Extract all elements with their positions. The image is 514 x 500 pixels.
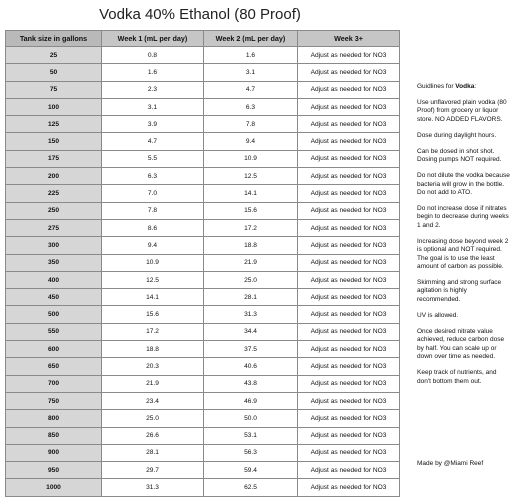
week-2-cell: 53.1 bbox=[204, 427, 298, 444]
week-2-cell: 37.5 bbox=[204, 341, 298, 358]
guideline-item: Once desired nitrate value achieved, reduce carbon dose by half. You can scale up or down over time as needed. bbox=[417, 327, 505, 361]
table-row bbox=[6, 306, 400, 323]
week-3-cell: Adjust as needed for NO3 bbox=[298, 133, 400, 150]
week-3-cell: Adjust as needed for NO3 bbox=[298, 271, 400, 288]
guidelines-heading-prefix: Guidlines for bbox=[417, 83, 456, 90]
week-1-cell: 9.4 bbox=[102, 237, 204, 254]
week-2-cell: 25.0 bbox=[204, 271, 298, 288]
table-row bbox=[6, 185, 400, 202]
week-3-cell: Adjust as needed for NO3 bbox=[298, 427, 400, 444]
week-2-cell: 40.6 bbox=[204, 358, 298, 375]
tank-size-cell: 700 bbox=[6, 375, 102, 392]
week-3-cell: Adjust as needed for NO3 bbox=[298, 116, 400, 133]
week-2-cell: 50.0 bbox=[204, 410, 298, 427]
week-2-cell: 56.3 bbox=[204, 444, 298, 461]
week-1-cell: 25.0 bbox=[102, 410, 204, 427]
week-2-cell: 9.4 bbox=[204, 133, 298, 150]
week-1-cell: 12.5 bbox=[102, 271, 204, 288]
table-row bbox=[6, 358, 400, 375]
table-row bbox=[6, 202, 400, 219]
page-title: Vodka 40% Ethanol (80 Proof) bbox=[99, 6, 301, 23]
week-1-cell: 1.6 bbox=[102, 64, 204, 81]
week-2-cell: 28.1 bbox=[204, 289, 298, 306]
week-3-cell: Adjust as needed for NO3 bbox=[298, 392, 400, 409]
table-row bbox=[6, 271, 400, 288]
table-body bbox=[6, 47, 400, 497]
tank-size-cell: 500 bbox=[6, 306, 102, 323]
tank-size-cell: 750 bbox=[6, 392, 102, 409]
tank-size-cell: 600 bbox=[6, 341, 102, 358]
week-2-cell: 15.6 bbox=[204, 202, 298, 219]
table-row bbox=[6, 427, 400, 444]
guideline-item: Do not dilute the vodka because bacteria will grow in the bottle. Do not add to ATO. bbox=[417, 172, 510, 197]
week-1-cell: 18.8 bbox=[102, 341, 204, 358]
week-1-cell: 15.6 bbox=[102, 306, 204, 323]
week-2-cell: 4.7 bbox=[204, 81, 298, 98]
table-row bbox=[6, 289, 400, 306]
week-2-cell: 62.5 bbox=[204, 479, 298, 496]
week-1-cell: 10.9 bbox=[102, 254, 204, 271]
table-row bbox=[6, 254, 400, 271]
week-3-cell: Adjust as needed for NO3 bbox=[298, 81, 400, 98]
table-row bbox=[6, 98, 400, 115]
table-row bbox=[6, 341, 400, 358]
header-week-3: Week 3+ bbox=[298, 31, 400, 47]
header-week-1: Week 1 (mL per day) bbox=[102, 31, 204, 47]
tank-size-cell: 75 bbox=[6, 81, 102, 98]
week-2-cell: 6.3 bbox=[204, 98, 298, 115]
credit-text: Made by @Miami Reef bbox=[417, 460, 484, 467]
guidelines-panel bbox=[417, 83, 511, 394]
week-1-cell: 5.5 bbox=[102, 150, 204, 167]
table-row bbox=[6, 47, 400, 64]
week-1-cell: 28.1 bbox=[102, 444, 204, 461]
week-1-cell: 21.9 bbox=[102, 375, 204, 392]
tank-size-cell: 1000 bbox=[6, 479, 102, 496]
week-3-cell: Adjust as needed for NO3 bbox=[298, 289, 400, 306]
tank-size-cell: 275 bbox=[6, 219, 102, 236]
week-2-cell: 34.4 bbox=[204, 323, 298, 340]
header-tank-size: Tank size in gallons bbox=[6, 31, 102, 47]
week-2-cell: 21.9 bbox=[204, 254, 298, 271]
guideline-item: Can be dosed in shot shot. Dosing pumps NOT required. bbox=[417, 147, 502, 164]
week-3-cell: Adjust as needed for NO3 bbox=[298, 358, 400, 375]
week-3-cell: Adjust as needed for NO3 bbox=[298, 479, 400, 496]
week-1-cell: 20.3 bbox=[102, 358, 204, 375]
header-week-2: Week 2 (mL per day) bbox=[204, 31, 298, 47]
week-1-cell: 3.1 bbox=[102, 98, 204, 115]
table-header-row bbox=[6, 31, 400, 47]
table-row bbox=[6, 150, 400, 167]
week-3-cell: Adjust as needed for NO3 bbox=[298, 150, 400, 167]
week-2-cell: 7.8 bbox=[204, 116, 298, 133]
table-row bbox=[6, 444, 400, 461]
week-2-cell: 14.1 bbox=[204, 185, 298, 202]
table-row bbox=[6, 116, 400, 133]
week-1-cell: 8.6 bbox=[102, 219, 204, 236]
week-1-cell: 23.4 bbox=[102, 392, 204, 409]
week-1-cell: 7.0 bbox=[102, 185, 204, 202]
tank-size-cell: 250 bbox=[6, 202, 102, 219]
table-row bbox=[6, 81, 400, 98]
week-3-cell: Adjust as needed for NO3 bbox=[298, 444, 400, 461]
week-3-cell: Adjust as needed for NO3 bbox=[298, 219, 400, 236]
table-row bbox=[6, 64, 400, 81]
week-3-cell: Adjust as needed for NO3 bbox=[298, 323, 400, 340]
table-row bbox=[6, 375, 400, 392]
tank-size-cell: 175 bbox=[6, 150, 102, 167]
table-row bbox=[6, 237, 400, 254]
tank-size-cell: 550 bbox=[6, 323, 102, 340]
week-2-cell: 46.9 bbox=[204, 392, 298, 409]
table-row bbox=[6, 392, 400, 409]
guideline-item: Use unflavored plain vodka (80 Proof) from grocery or liquor store. NO ADDED FLAVORS. bbox=[417, 99, 507, 123]
week-2-cell: 17.2 bbox=[204, 219, 298, 236]
guidelines-heading-bold: Vodka bbox=[455, 83, 475, 90]
tank-size-cell: 900 bbox=[6, 444, 102, 461]
table-row bbox=[6, 462, 400, 479]
table-row bbox=[6, 133, 400, 150]
week-1-cell: 6.3 bbox=[102, 168, 204, 185]
guideline-item: Skimming and strong surface agitation is highly recommended. bbox=[417, 279, 502, 303]
tank-size-cell: 850 bbox=[6, 427, 102, 444]
tank-size-cell: 800 bbox=[6, 410, 102, 427]
week-1-cell: 2.3 bbox=[102, 81, 204, 98]
week-3-cell: Adjust as needed for NO3 bbox=[298, 237, 400, 254]
table-row bbox=[6, 168, 400, 185]
dosing-table bbox=[5, 30, 400, 497]
week-1-cell: 7.8 bbox=[102, 202, 204, 219]
week-1-cell: 17.2 bbox=[102, 323, 204, 340]
week-3-cell: Adjust as needed for NO3 bbox=[298, 462, 400, 479]
tank-size-cell: 125 bbox=[6, 116, 102, 133]
week-2-cell: 1.6 bbox=[204, 47, 298, 64]
week-3-cell: Adjust as needed for NO3 bbox=[298, 254, 400, 271]
guideline-item: Dose during daylight hours. bbox=[417, 131, 497, 139]
week-1-cell: 26.6 bbox=[102, 427, 204, 444]
guideline-item: UV is allowed. bbox=[417, 311, 459, 319]
week-3-cell: Adjust as needed for NO3 bbox=[298, 410, 400, 427]
tank-size-cell: 50 bbox=[6, 64, 102, 81]
guideline-item: Do not increase dose if nitrates begin to decrease during weeks 1 and 2. bbox=[417, 205, 509, 229]
tank-size-cell: 400 bbox=[6, 271, 102, 288]
guideline-item: Increasing dose beyond week 2 is optional and NOT required. The goal is to use the least amount of carbon as possible. bbox=[417, 237, 509, 271]
week-3-cell: Adjust as needed for NO3 bbox=[298, 168, 400, 185]
week-1-cell: 29.7 bbox=[102, 462, 204, 479]
week-3-cell: Adjust as needed for NO3 bbox=[298, 202, 400, 219]
week-1-cell: 3.9 bbox=[102, 116, 204, 133]
guideline-item: Keep track of nutrients, and don't bottom them out. bbox=[417, 369, 497, 385]
week-2-cell: 12.5 bbox=[204, 168, 298, 185]
week-2-cell: 31.3 bbox=[204, 306, 298, 323]
guidelines-heading bbox=[417, 83, 511, 91]
week-3-cell: Adjust as needed for NO3 bbox=[298, 98, 400, 115]
week-2-cell: 43.8 bbox=[204, 375, 298, 392]
week-2-cell: 3.1 bbox=[204, 64, 298, 81]
tank-size-cell: 300 bbox=[6, 237, 102, 254]
guidelines-heading-suffix: : bbox=[474, 83, 477, 90]
tank-size-cell: 225 bbox=[6, 185, 102, 202]
tank-size-cell: 450 bbox=[6, 289, 102, 306]
week-1-cell: 14.1 bbox=[102, 289, 204, 306]
table-row bbox=[6, 323, 400, 340]
week-3-cell: Adjust as needed for NO3 bbox=[298, 341, 400, 358]
tank-size-cell: 200 bbox=[6, 168, 102, 185]
week-3-cell: Adjust as needed for NO3 bbox=[298, 306, 400, 323]
week-3-cell: Adjust as needed for NO3 bbox=[298, 47, 400, 64]
week-2-cell: 10.9 bbox=[204, 150, 298, 167]
week-1-cell: 4.7 bbox=[102, 133, 204, 150]
week-3-cell: Adjust as needed for NO3 bbox=[298, 185, 400, 202]
table-row bbox=[6, 410, 400, 427]
guidelines-list bbox=[417, 99, 511, 386]
table-row bbox=[6, 479, 400, 496]
tank-size-cell: 950 bbox=[6, 462, 102, 479]
tank-size-cell: 650 bbox=[6, 358, 102, 375]
week-2-cell: 59.4 bbox=[204, 462, 298, 479]
table-row bbox=[6, 219, 400, 236]
week-1-cell: 31.3 bbox=[102, 479, 204, 496]
week-3-cell: Adjust as needed for NO3 bbox=[298, 375, 400, 392]
week-1-cell: 0.8 bbox=[102, 47, 204, 64]
week-3-cell: Adjust as needed for NO3 bbox=[298, 64, 400, 81]
tank-size-cell: 25 bbox=[6, 47, 102, 64]
tank-size-cell: 100 bbox=[6, 98, 102, 115]
tank-size-cell: 150 bbox=[6, 133, 102, 150]
tank-size-cell: 350 bbox=[6, 254, 102, 271]
week-2-cell: 18.8 bbox=[204, 237, 298, 254]
